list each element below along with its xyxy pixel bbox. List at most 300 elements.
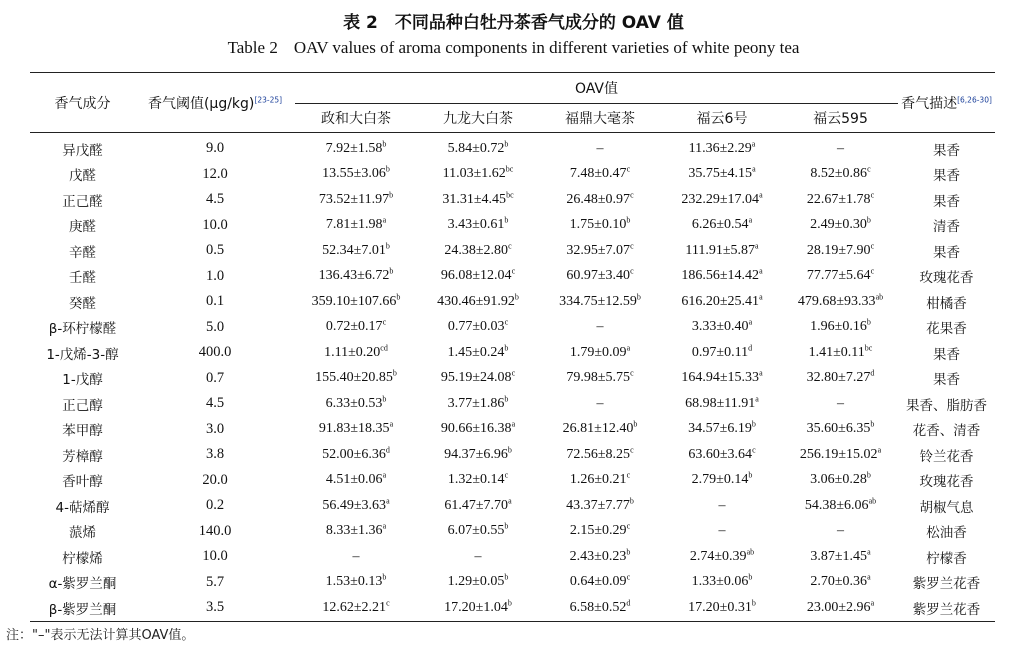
significance-letter: c: [386, 598, 390, 608]
oav-mean-sd: 52.34±7.01: [322, 242, 386, 258]
oav-value: [417, 391, 539, 417]
oav-value: [539, 162, 661, 188]
aroma-description: 果香: [933, 346, 960, 363]
oav-mean-sd: 2.74±0.39: [689, 548, 747, 564]
significance-letter: c: [870, 266, 875, 276]
oav-value: [661, 187, 783, 213]
threshold-value: 3.5: [205, 599, 225, 616]
threshold-value: 20.0: [202, 471, 228, 488]
oav-value: [539, 315, 661, 341]
significance-letter: a: [870, 598, 875, 608]
oav-value: [417, 213, 539, 239]
significance-letter: b: [504, 521, 509, 531]
oav-mean-sd: 3.06±0.28: [810, 472, 867, 488]
oav-value: [417, 519, 539, 545]
header-variety: 福云6号: [661, 104, 783, 133]
significance-letter: a: [755, 241, 759, 251]
significance-letter: b: [633, 419, 638, 429]
significance-letter: b: [382, 572, 387, 582]
significance-letter: b: [507, 445, 512, 455]
oav-mean-sd: 256.19±15.02: [799, 446, 878, 462]
aroma-description: 柠檬香: [926, 550, 967, 567]
aroma-description: 果香: [933, 244, 960, 261]
oav-mean-sd: 17.20±0.31: [688, 599, 752, 615]
significance-letter: c: [626, 470, 631, 480]
oav-mean-sd: 43.37±7.77: [566, 497, 630, 513]
oav-mean-sd: 54.38±6.06: [804, 497, 869, 513]
component-name: 1-戊醇: [62, 372, 103, 389]
oav-mean-sd: 90.66±16.38: [440, 421, 512, 437]
oav-mean-sd: 186.56±14.42: [681, 268, 760, 284]
component-name: α-紫罗兰酮: [48, 576, 117, 593]
significance-letter: c: [626, 572, 631, 582]
oav-mean-sd: 28.19±7.90: [806, 242, 871, 258]
threshold-value: 0.1: [205, 293, 225, 310]
significance-letter: b: [389, 266, 394, 276]
significance-letter: b: [866, 215, 871, 225]
significance-letter: a: [759, 266, 763, 276]
component-name: β-环柠檬醛: [48, 321, 117, 338]
oav-mean-sd: 11.03±1.62: [442, 166, 506, 182]
table-row: [30, 133, 995, 162]
threshold-value: 10.0: [202, 216, 228, 233]
oav-mean-sd: 11.36±2.29: [688, 140, 752, 156]
significance-letter: b: [748, 572, 753, 582]
header-component: 香气成分: [30, 73, 135, 133]
significance-letter: b: [396, 292, 401, 302]
oav-mean-sd: 111.91±5.87: [685, 242, 756, 258]
significance-letter: b: [507, 598, 512, 608]
oav-mean-sd: 0.72±0.17: [325, 319, 383, 335]
oav-mean-sd: 3.33±0.40: [691, 319, 749, 335]
significance-letter: c: [630, 266, 634, 276]
oav-mean-sd: 63.60±3.64: [688, 446, 753, 462]
oav-value: [417, 595, 539, 621]
significance-letter: a: [748, 215, 753, 225]
oav-mean-sd: 6.58±0.52: [569, 599, 627, 615]
oav-mean-sd: 73.52±11.97: [318, 191, 390, 207]
header-description: [898, 73, 995, 133]
oav-mean-sd: 13.55±3.06: [322, 166, 386, 182]
oav-mean-sd: 1.45±0.24: [447, 344, 505, 360]
oav-mean-sd: –: [596, 395, 604, 411]
threshold-value: 4.5: [205, 191, 225, 208]
oav-mean-sd: 1.79±0.09: [569, 344, 627, 360]
significance-letter: a: [382, 470, 387, 480]
oav-value: [783, 289, 898, 315]
oav-value: [783, 442, 898, 468]
significance-letter: a: [877, 445, 882, 455]
oav-value: [295, 366, 417, 392]
oav-mean-sd: 17.20±1.04: [444, 599, 508, 615]
oav-mean-sd: 1.11±0.20: [324, 344, 381, 360]
oav-value: [417, 162, 539, 188]
oav-mean-sd: 7.48±0.47: [569, 166, 627, 182]
threshold-value: 5.7: [205, 573, 225, 590]
oav-mean-sd: 334.75±12.59: [559, 293, 637, 309]
significance-letter: b: [514, 292, 519, 302]
significance-letter: b: [385, 241, 390, 251]
significance-letter: a: [382, 521, 387, 531]
oav-value: [539, 493, 661, 519]
oav-mean-sd: 6.33±0.53: [325, 395, 383, 411]
oav-mean-sd: 2.15±0.29: [569, 523, 627, 539]
oav-value: [783, 340, 898, 366]
aroma-description: 玫瑰花香: [919, 270, 974, 287]
oav-value: [783, 391, 898, 417]
oav-mean-sd: –: [837, 395, 844, 411]
component-name: 正己醇: [62, 397, 103, 414]
significance-letter: c: [508, 241, 512, 251]
significance-letter: c: [752, 445, 756, 455]
aroma-description: 果香: [933, 168, 960, 185]
component-name: β-紫罗兰酮: [48, 601, 117, 618]
oav-mean-sd: 61.47±7.70: [444, 497, 509, 513]
oav-mean-sd: 32.80±7.27: [806, 370, 871, 386]
oav-mean-sd: 3.87±1.45: [810, 548, 868, 564]
significance-letter: c: [630, 190, 634, 200]
table-row: [30, 213, 995, 239]
table-row: [30, 595, 995, 621]
significance-letter: a: [759, 368, 763, 378]
aroma-description: 果香: [933, 193, 960, 210]
table-row: [30, 187, 995, 213]
oav-mean-sd: 60.97±3.40: [566, 268, 631, 284]
table-title-cn: 表 2 不同品种白牡丹茶香气成分的 OAV 值: [343, 13, 684, 33]
oav-value: [661, 162, 783, 188]
header-threshold-label: 香气阈值(μg/kg): [147, 95, 255, 112]
header-threshold: [135, 73, 295, 133]
oav-mean-sd: 26.48±0.97: [566, 191, 631, 207]
significance-letter: b: [636, 292, 641, 302]
oav-mean-sd: –: [718, 523, 726, 539]
significance-letter: d: [748, 343, 753, 353]
table-row: [30, 570, 995, 596]
oav-value: [295, 340, 417, 366]
threshold-value: 5.0: [205, 318, 225, 335]
oav-value: [661, 264, 783, 290]
description-ref: [6,26-30]: [957, 94, 992, 104]
oav-mean-sd: 79.98±5.75: [566, 370, 631, 386]
significance-letter: b: [504, 572, 509, 582]
oav-value: [295, 289, 417, 315]
oav-value: [539, 289, 661, 315]
oav-value: [417, 340, 539, 366]
oav-mean-sd: 34.57±6.19: [688, 421, 752, 437]
oav-mean-sd: 95.19±24.08: [440, 370, 512, 386]
threshold-value: 0.7: [205, 369, 225, 386]
oav-mean-sd: 2.49±0.30: [810, 217, 867, 233]
oav-mean-sd: 56.49±3.63: [322, 497, 387, 513]
oav-value: [539, 442, 661, 468]
aroma-description: 柑橘香: [926, 295, 967, 312]
threshold-value: 0.2: [205, 497, 225, 514]
significance-letter: bc: [506, 190, 514, 200]
significance-letter: a: [508, 496, 512, 506]
oav-value: [783, 366, 898, 392]
table-row: [30, 238, 995, 264]
threshold-value: 3.0: [205, 420, 225, 437]
oav-value: [661, 442, 783, 468]
significance-letter: b: [389, 190, 394, 200]
component-name: 辛醛: [69, 244, 96, 261]
oav-value: [783, 264, 898, 290]
significance-letter: c: [630, 241, 634, 251]
oav-value: [783, 570, 898, 596]
significance-letter: b: [748, 470, 753, 480]
significance-letter: ab: [868, 496, 877, 506]
oav-value: [539, 264, 661, 290]
header-variety: 九龙大白茶: [417, 104, 539, 133]
oav-mean-sd: 1.53±0.13: [325, 574, 383, 590]
oav-mean-sd: 96.08±12.04: [440, 268, 512, 284]
component-name: 苯甲醇: [62, 423, 103, 440]
oav-value: [783, 544, 898, 570]
aroma-description: 玫瑰花香: [919, 474, 974, 491]
oav-value: [417, 442, 539, 468]
oav-value: [295, 442, 417, 468]
significance-letter: bc: [864, 343, 873, 353]
table-row: [30, 315, 995, 341]
table-row: [30, 544, 995, 570]
oav-mean-sd: 1.96±0.16: [810, 319, 867, 335]
oav-table: [30, 72, 995, 622]
oav-value: [539, 238, 661, 264]
oav-mean-sd: 35.60±6.35: [806, 421, 871, 437]
component-name: 壬醛: [69, 270, 96, 287]
oav-mean-sd: 31.31±4.45: [442, 191, 507, 207]
significance-letter: a: [511, 419, 516, 429]
oav-value: [417, 544, 539, 570]
oav-mean-sd: 0.64±0.09: [569, 574, 627, 590]
oav-mean-sd: 94.37±6.96: [444, 446, 508, 462]
significance-letter: a: [751, 139, 756, 149]
oav-value: [417, 238, 539, 264]
table-caption: OAV values of aroma components in different varieties of white peony tea: [293, 38, 800, 57]
oav-mean-sd: 1.41±0.11: [808, 344, 865, 360]
table-row: [30, 391, 995, 417]
significance-letter: a: [386, 496, 390, 506]
oav-value: [783, 238, 898, 264]
oav-value: [417, 366, 539, 392]
significance-letter: ab: [875, 292, 884, 302]
oav-mean-sd: 8.33±1.36: [325, 523, 383, 539]
table-row: [30, 340, 995, 366]
oav-mean-sd: 479.68±93.33: [797, 293, 876, 309]
significance-letter: d: [626, 598, 631, 608]
oav-mean-sd: 72.56±8.25: [566, 446, 631, 462]
header-variety: 福鼎大毫茶: [539, 104, 661, 133]
significance-letter: cd: [380, 343, 388, 353]
oav-value: [417, 264, 539, 290]
significance-letter: b: [751, 598, 756, 608]
oav-mean-sd: 164.94±15.33: [681, 370, 760, 386]
oav-mean-sd: 12.62±2.21: [322, 599, 387, 615]
oav-value: [783, 162, 898, 188]
significance-letter: c: [870, 241, 875, 251]
oav-mean-sd: –: [837, 523, 844, 539]
threshold-value: 4.5: [205, 395, 225, 412]
oav-value: [783, 493, 898, 519]
oav-value: [539, 187, 661, 213]
oav-value: [783, 315, 898, 341]
component-name: 正己醛: [62, 193, 103, 210]
significance-letter: b: [385, 164, 390, 174]
threshold-value: 1.0: [205, 267, 225, 284]
oav-value: [539, 519, 661, 545]
significance-letter: b: [866, 317, 871, 327]
oav-value: [295, 162, 417, 188]
aroma-description: 花香、清香: [912, 423, 981, 440]
threshold-value: 400.0: [198, 344, 232, 361]
oav-value: [661, 468, 783, 494]
threshold-value: 140.0: [198, 522, 232, 539]
oav-value: [417, 187, 539, 213]
significance-letter: b: [626, 547, 631, 557]
significance-letter: a: [626, 343, 631, 353]
significance-letter: b: [504, 343, 509, 353]
table-title-en: [0, 38, 1027, 58]
significance-letter: bc: [505, 164, 514, 174]
oav-value: [295, 417, 417, 443]
component-name: 芳樟醇: [62, 448, 103, 465]
oav-mean-sd: –: [596, 319, 604, 335]
significance-letter: b: [870, 419, 875, 429]
oav-value: [661, 570, 783, 596]
oav-mean-sd: 22.67±1.78: [806, 191, 871, 207]
oav-mean-sd: 26.81±12.40: [562, 421, 634, 437]
table-row: [30, 468, 995, 494]
table-note: 注："–"表示无法计算其OAV值。: [6, 628, 195, 643]
oav-value: [295, 493, 417, 519]
significance-letter: a: [755, 394, 759, 404]
oav-value: [539, 391, 661, 417]
oav-mean-sd: 1.33±0.06: [691, 574, 749, 590]
oav-mean-sd: –: [718, 497, 726, 513]
oav-mean-sd: 35.75±4.15: [688, 166, 753, 182]
significance-letter: c: [511, 368, 516, 378]
significance-letter: a: [759, 292, 763, 302]
oav-value: [783, 213, 898, 239]
oav-value: [417, 417, 539, 443]
significance-letter: b: [504, 394, 509, 404]
oav-value: [661, 417, 783, 443]
oav-value: [661, 544, 783, 570]
oav-mean-sd: 68.98±11.91: [685, 395, 756, 411]
threshold-ref: [23-25]: [254, 94, 283, 104]
oav-value: [295, 187, 417, 213]
significance-letter: b: [626, 215, 631, 225]
oav-value: [295, 213, 417, 239]
threshold-value: 0.5: [205, 242, 225, 259]
significance-letter: c: [504, 470, 509, 480]
aroma-description: 果香: [933, 372, 960, 389]
table-body: [30, 133, 995, 622]
oav-value: [661, 315, 783, 341]
oav-mean-sd: 232.29±17.04: [681, 191, 760, 207]
oav-mean-sd: 136.43±6.72: [318, 268, 390, 284]
oav-mean-sd: 616.20±25.41: [681, 293, 760, 309]
component-name: 1-戊烯-3-醇: [46, 346, 119, 363]
significance-letter: b: [866, 470, 871, 480]
oav-mean-sd: 0.97±0.11: [691, 344, 749, 360]
threshold-value: 9.0: [205, 140, 225, 157]
oav-mean-sd: –: [474, 548, 482, 564]
oav-value: [539, 468, 661, 494]
oav-value: [539, 133, 661, 162]
oav-mean-sd: 3.43±0.61: [447, 217, 505, 233]
aroma-description: 花果香: [926, 321, 967, 338]
significance-letter: c: [867, 164, 871, 174]
table-row: [30, 162, 995, 188]
oav-value: [539, 366, 661, 392]
threshold-value: 3.8: [205, 446, 225, 463]
oav-mean-sd: 0.77±0.03: [447, 319, 505, 335]
significance-letter: c: [870, 190, 875, 200]
table-row: [30, 493, 995, 519]
oav-mean-sd: 6.07±0.55: [447, 523, 505, 539]
significance-letter: a: [389, 419, 394, 429]
significance-letter: a: [759, 190, 763, 200]
oav-value: [783, 519, 898, 545]
oav-value: [417, 315, 539, 341]
oav-mean-sd: 7.92±1.58: [325, 140, 383, 156]
significance-letter: b: [382, 394, 387, 404]
significance-letter: b: [751, 419, 756, 429]
table-number: Table 2: [227, 38, 278, 57]
oav-value: [539, 340, 661, 366]
significance-letter: d: [385, 445, 390, 455]
oav-mean-sd: 1.32±0.14: [447, 472, 505, 488]
significance-letter: d: [870, 368, 875, 378]
oav-mean-sd: 32.95±7.07: [566, 242, 631, 258]
component-name: 戊醛: [69, 168, 96, 185]
significance-letter: a: [748, 317, 753, 327]
significance-letter: b: [382, 139, 387, 149]
component-name: 4-萜烯醇: [55, 499, 110, 516]
significance-letter: a: [867, 547, 871, 557]
oav-value: [783, 595, 898, 621]
oav-value: [295, 238, 417, 264]
aroma-description: 紫罗兰花香: [912, 576, 981, 593]
oav-mean-sd: 52.00±6.36: [322, 446, 386, 462]
significance-letter: a: [752, 164, 756, 174]
oav-mean-sd: 2.43±0.23: [569, 548, 627, 564]
oav-value: [539, 570, 661, 596]
oav-mean-sd: 23.00±2.96: [806, 599, 871, 615]
significance-letter: c: [511, 266, 516, 276]
significance-letter: c: [630, 445, 634, 455]
significance-letter: b: [392, 368, 397, 378]
oav-mean-sd: 2.70±0.36: [810, 574, 868, 590]
oav-mean-sd: 4.51±0.06: [325, 472, 383, 488]
oav-value: [417, 570, 539, 596]
significance-letter: a: [867, 572, 871, 582]
oav-value: [539, 417, 661, 443]
aroma-description: 松油香: [926, 525, 967, 542]
table-row: [30, 366, 995, 392]
oav-value: [661, 213, 783, 239]
oav-mean-sd: 91.83±18.35: [318, 421, 390, 437]
component-name: 异戊醛: [62, 142, 103, 159]
oav-value: [295, 391, 417, 417]
oav-mean-sd: 77.77±5.64: [806, 268, 871, 284]
oav-mean-sd: 1.26±0.21: [569, 472, 627, 488]
oav-mean-sd: 359.10±107.66: [311, 293, 397, 309]
oav-mean-sd: 24.38±2.80: [444, 242, 509, 258]
aroma-description: 果香: [933, 142, 960, 159]
oav-mean-sd: 6.26±0.54: [691, 217, 749, 233]
